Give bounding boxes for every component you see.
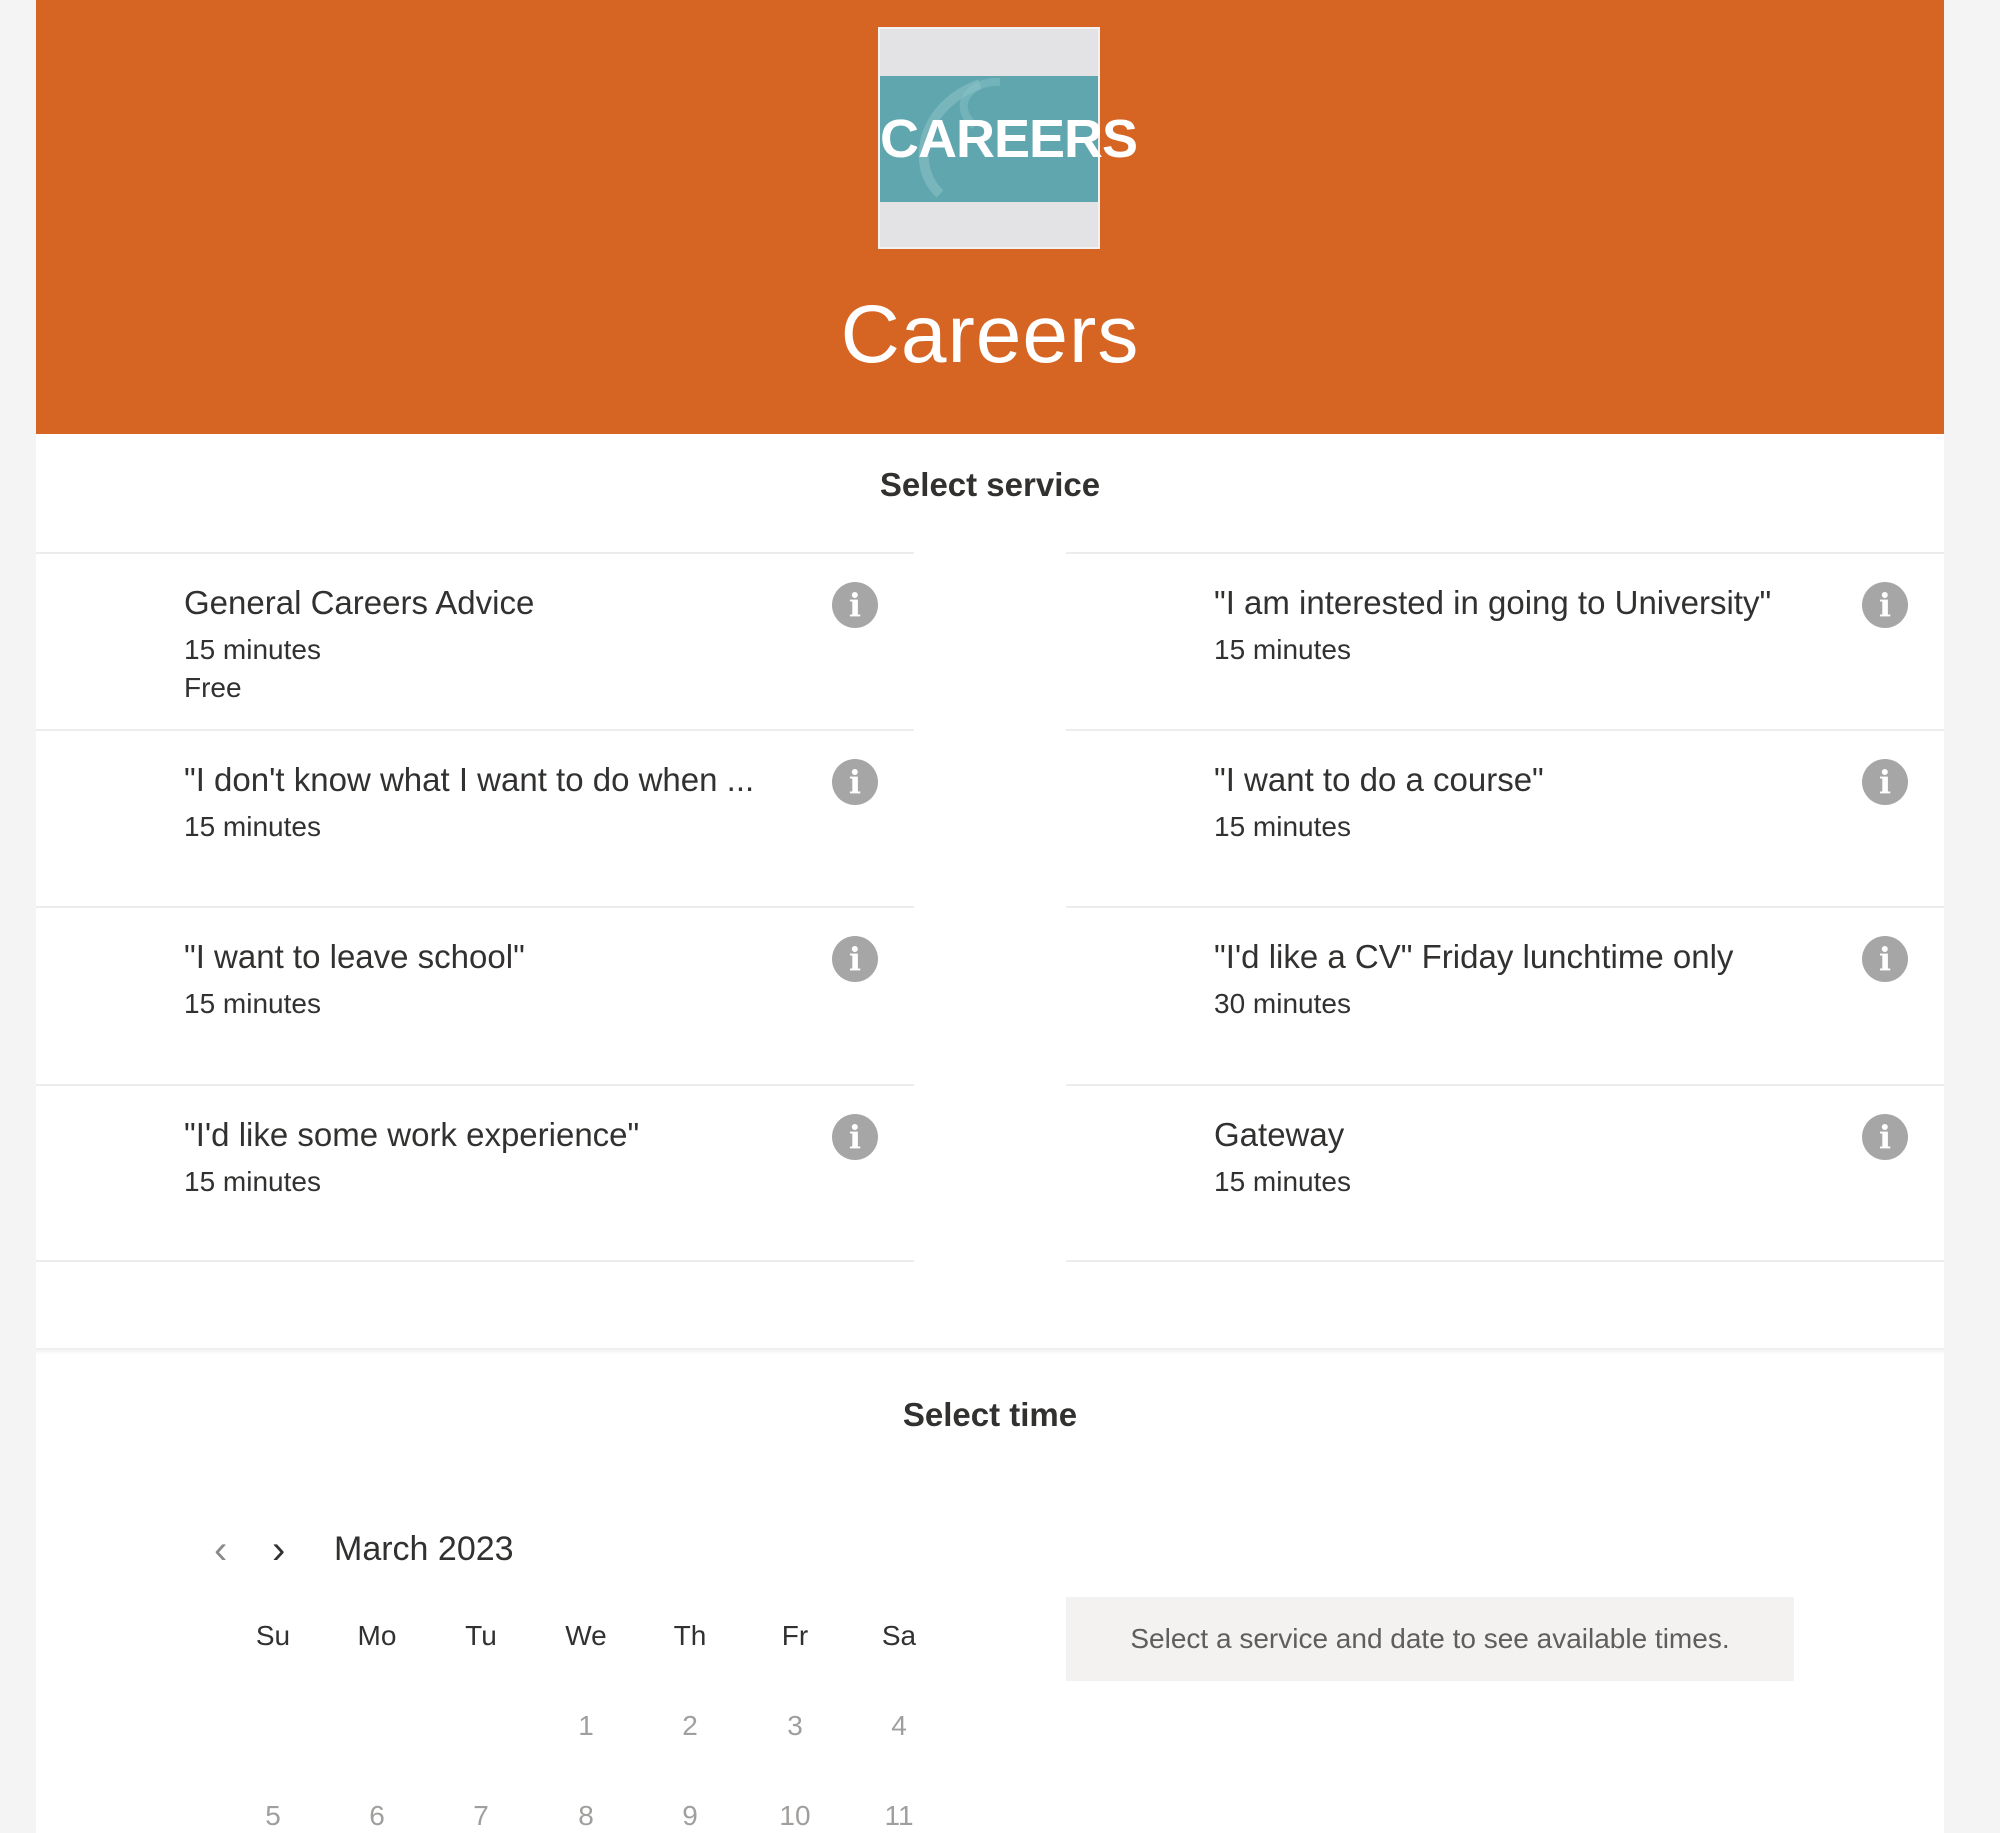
calendar-day[interactable]: 4 [891, 1710, 907, 1741]
calendar-day[interactable]: 3 [787, 1710, 803, 1741]
calendar-day[interactable]: 10 [779, 1800, 811, 1831]
weekday-header: We [565, 1620, 607, 1651]
info-icon[interactable]: i [832, 1114, 878, 1160]
booking-page [36, 0, 1944, 1833]
service-duration: 30 minutes [1214, 988, 1351, 1019]
service-name: "I want to do a course" [1214, 761, 1544, 798]
logo-band [880, 76, 1138, 202]
select-service-heading: Select service [879, 466, 1101, 503]
info-icon[interactable]: i [832, 582, 878, 628]
service-duration: 15 minutes [1214, 1166, 1351, 1197]
service-duration: 15 minutes [1214, 811, 1351, 842]
calendar-day[interactable]: 8 [578, 1800, 594, 1831]
chevron-right-icon[interactable]: › [272, 1528, 286, 1572]
service-name: "I don't know what I want to do when ... [184, 761, 755, 798]
service-card-work-experience[interactable] [36, 1086, 914, 1262]
service-name: Gateway [1214, 1116, 1345, 1153]
available-times-placeholder: Select a service and date to see available times. [1066, 1597, 1794, 1681]
service-name: General Careers Advice [184, 584, 535, 621]
service-card-university[interactable] [1066, 554, 1944, 730]
service-card-dont-know[interactable] [36, 731, 914, 907]
brand-header [36, 0, 1944, 434]
calendar-day[interactable]: 11 [884, 1800, 914, 1831]
calendar-day[interactable]: 9 [682, 1800, 698, 1831]
weekday-header: Th [673, 1620, 707, 1651]
calendar-day[interactable]: 2 [682, 1710, 698, 1741]
service-card-gateway[interactable] [1066, 1086, 1944, 1262]
service-name: "I am interested in going to University" [1214, 584, 1772, 621]
service-duration: 15 minutes [184, 1166, 321, 1197]
chevron-left-icon[interactable]: ‹ [214, 1528, 228, 1572]
calendar-month-label: March 2023 [334, 1530, 514, 1568]
service-duration: 15 minutes [184, 634, 321, 665]
info-icon[interactable]: i [1862, 582, 1908, 628]
info-icon[interactable]: i [1862, 759, 1908, 805]
calendar-day[interactable]: 6 [369, 1800, 385, 1831]
info-icon[interactable]: i [832, 936, 878, 982]
service-price: Free [184, 672, 242, 703]
service-duration: 15 minutes [184, 811, 321, 842]
select-time-heading: Select time [902, 1396, 1078, 1433]
logo-text: CAREERS [880, 109, 1138, 169]
service-name: "I want to leave school" [184, 938, 525, 975]
info-icon[interactable]: i [1862, 1114, 1908, 1160]
service-name: "I'd like some work experience" [184, 1116, 640, 1153]
service-name: "I'd like a CV" Friday lunchtime only [1214, 938, 1734, 975]
weekday-header: Mo [357, 1620, 397, 1651]
weekday-header: Su [255, 1620, 291, 1651]
calendar-day[interactable]: 5 [265, 1800, 281, 1831]
service-card-cv[interactable] [1066, 908, 1944, 1084]
section-separator [36, 1348, 1944, 1354]
weekday-header: Sa [881, 1620, 917, 1651]
service-duration: 15 minutes [184, 988, 321, 1019]
careers-logo [878, 27, 1138, 249]
info-icon[interactable]: i [832, 759, 878, 805]
weekday-header: Tu [465, 1620, 497, 1651]
calendar-day[interactable]: 7 [473, 1800, 489, 1831]
service-card-course[interactable] [1066, 731, 1944, 907]
service-card-leave-school[interactable] [36, 908, 914, 1084]
info-icon[interactable]: i [1862, 936, 1908, 982]
calendar-day[interactable]: 1 [578, 1710, 594, 1741]
service-card-general-careers-advice[interactable] [36, 554, 914, 730]
weekday-header: Fr [781, 1620, 809, 1651]
service-duration: 15 minutes [1214, 634, 1351, 665]
business-name: Careers [840, 289, 1140, 380]
